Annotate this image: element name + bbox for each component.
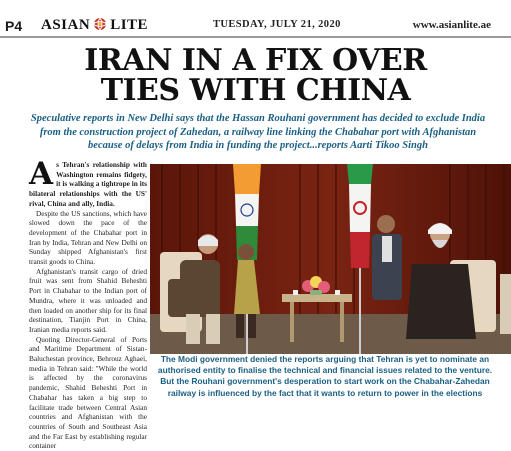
globe-emblem-icon <box>92 17 108 31</box>
body-paragraph: Afghanistan's transit cargo of dried fruit was sent from Shahid Beheshti Port in Chabahar to the Indian port of Mundra, where it was unloaded and then loaded on another ship for its final destination, Tianjin Port in China, Iranian media reports said. <box>29 266 147 334</box>
body-paragraph: Despite the US sanctions, which have slowed down the pace of the development of the Chabahar port in Iran by India, Tehran and New Delhi on Sunday shipped Afghanistan's first transit goods to China. <box>29 208 147 267</box>
drop-cap: A <box>29 156 54 192</box>
site-url: www.asianlite.ae <box>412 19 491 31</box>
news-photo <box>150 164 511 354</box>
masthead <box>0 0 511 42</box>
lead-text: s Tehran's relationship with Washington remains fidgety, it is walking a tightrope in its bilateral relationships with the US' rival, China and ally, India. <box>29 160 147 208</box>
article-body <box>29 156 147 451</box>
brand-name-left: ASIAN <box>41 17 91 33</box>
brand-name-right: LITE <box>110 17 149 33</box>
page-number: P4 <box>5 18 23 34</box>
masthead-rule <box>0 36 511 38</box>
headline-line-2: TIES WITH CHINA <box>100 73 411 108</box>
issue-date: TUESDAY, JULY 21, 2020 <box>213 19 341 30</box>
headline <box>0 43 511 108</box>
body-paragraph: Quoting Director-General of Ports and Maritime Department of Sistan-Baluchestan province, Behrouz Aghaei, media in Tehran said: "While the world is affected by the coronavirus pandemic, Shahid Beheshti Port in Chabahar has taken a big step to facilitate trade between Central Asian countries and Afghanistan with the countries of South and Southeast Asia and the Far East by establishing regular container <box>29 334 147 451</box>
brand-logo <box>41 17 148 34</box>
headline-line-1: IRAN IN A FIX OVER <box>84 43 427 78</box>
lead-paragraph <box>29 156 147 209</box>
standfirst: Speculative reports in New Delhi says that the Hassan Rouhani government has decided to exclude India from the construction project of Zahedan, a railway line linking the Chabahar port with Afghanistan because of delays from India in funding the project...reports Aarti Tikoo Singh <box>30 113 486 151</box>
photo-caption: The Modi government denied the reports arguing that Tehran is yet to nominate an authorised entity to finalise the technical and financial issues related to the venture. But the Rouhani government's desperation to start work on the Chabahar-Zahedan railway is influenced by the fact that it wants to return to power in the elections <box>157 354 493 398</box>
